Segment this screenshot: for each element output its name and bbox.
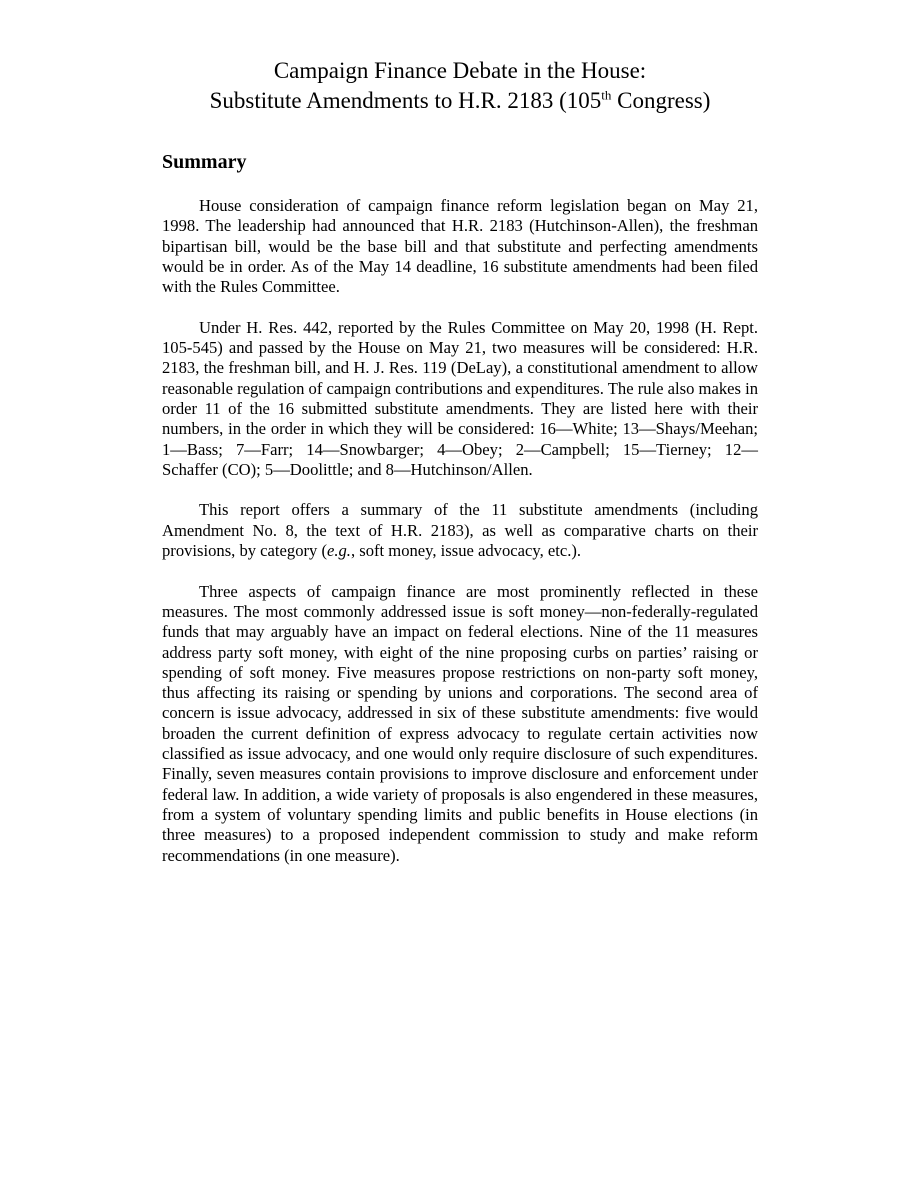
paragraph-4: Three aspects of campaign finance are most prominently reflected in these measures. The most commonly addressed issue is soft money—non-federally-regulated funds that may arguably have an impact on federal elections. Nine of the 11 measures address party soft money, with eight of the nine proposing curbs on parties’ raising or spending of soft money. Five measures propose restrictions on non-party soft money, thus affecting its raising or spending by unions and corporations. The second area of concern is issue advocacy, addressed in six of these substitute amendments: five would broaden the current definition of express advocacy to regulate certain activities now classified as issue advocacy, and one would only require disclosure of such expenditures. Finally, seven measures contain provisions to improve disclosure and enforcement under federal law. In addition, a wide variety of proposals is also engendered in these measures, from a system of voluntary spending limits and public benefits in House elections (in three measures) to a proposed independent commission to study and make reform recommendations (in one measure). — [162, 581, 758, 865]
paragraph-3-text: This report offers a summary of the 11 substitute amendments (including Amendment No. 8, the text of H.R. 2183), as well as comparative charts on their provisions, by category ( — [162, 500, 758, 561]
summary-body — [162, 196, 758, 886]
document-title — [162, 56, 758, 116]
section-heading-summary: Summary — [162, 151, 247, 173]
title-line-2-end: Congress) — [611, 88, 711, 113]
title-line-2 — [162, 86, 758, 116]
title-superscript: th — [601, 87, 612, 103]
paragraph-3-emphasis: e.g. — [326, 541, 351, 561]
paragraph-3 — [162, 500, 758, 561]
title-line-1: Campaign Finance Debate in the House: — [273, 58, 647, 83]
paragraph-3-text-end: , soft money, issue advocacy, etc.). — [350, 541, 582, 561]
paragraph-1: House consideration of campaign finance reform legislation began on May 21, 1998. The leadership had announced that H.R. 2183 (Hutchinson-Allen), the freshman bipartisan bill, would be the base bill and that substitute and perfecting amendments would be in order. As of the May 14 deadline, 16 substitute amendments had been filed with the Rules Committee. — [162, 196, 758, 297]
title-line-2-main: Substitute Amendments to H.R. 2183 (105 — [209, 88, 602, 113]
paragraph-2: Under H. Res. 442, reported by the Rules Committee on May 20, 1998 (H. Rept. 105-545) and passed by the House on May 21, two measures will be considered: H.R. 2183, the freshman bill, and H. J. Res. 119 (DeLay), a constitutional amendment to allow reasonable regulation of campaign contributions and expenditures. The rule also makes in order 11 of the 16 submitted substitute amendments. They are listed here with their numbers, in the order in which they will be considered: 16—White; 13—Shays/Meehan; 1—Bass; 7—Farr; 14—Snowbarger; 4—Obey; 2—Campbell; 15—Tierney; 12—Schaffer (CO); 5—Doolittle; and 8—Hutchinson/Allen. — [162, 317, 758, 479]
